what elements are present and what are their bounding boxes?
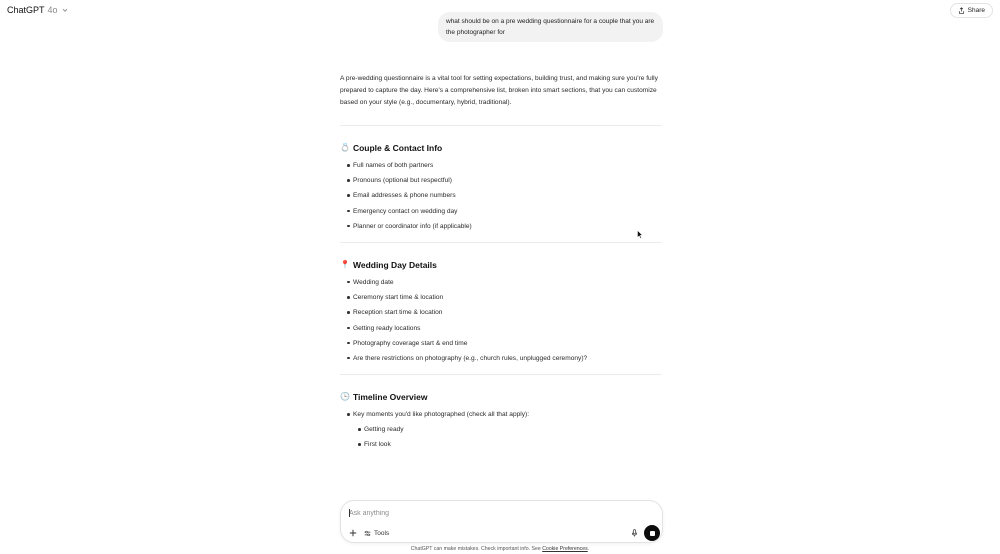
divider [340, 374, 662, 375]
disclaimer-footer [0, 546, 1000, 552]
list-item: Reception start time & location [348, 305, 662, 320]
bullet-list [340, 407, 662, 422]
stop-icon [650, 531, 655, 536]
list-item: Full names of both partners [348, 158, 662, 173]
list-item: Getting ready [359, 422, 662, 437]
ring-icon: 💍 [340, 143, 350, 152]
divider [340, 125, 662, 126]
divider [340, 242, 662, 243]
section-contact-info [340, 142, 662, 234]
sliders-icon [364, 530, 371, 537]
share-label: Share [967, 7, 985, 14]
list-item: Are there restrictions on photography (e.g., church rules, unplugged ceremony)? [348, 351, 662, 366]
share-button[interactable] [950, 3, 993, 18]
assistant-response [340, 73, 662, 453]
list-item: Emergency contact on wedding day [348, 204, 662, 219]
spacer [340, 366, 662, 374]
message-composer [340, 500, 663, 543]
app-name: ChatGPT [7, 5, 45, 15]
list-item: Photography coverage start & end time [348, 336, 662, 351]
section-title-text: Couple & Contact Info [352, 143, 443, 153]
list-item: Pronouns (optional but respectful) [348, 173, 662, 188]
plus-icon [349, 529, 357, 537]
add-attachment-button[interactable] [348, 528, 358, 538]
tools-button[interactable] [364, 527, 389, 539]
list-item: Key moments you'd like photographed (check all that apply): [348, 407, 662, 422]
section-title [340, 391, 662, 403]
dictate-button[interactable] [629, 528, 639, 538]
list-item: Getting ready locations [348, 321, 662, 336]
list-item: Ceremony start time & location [348, 290, 662, 305]
spacer [340, 234, 662, 242]
model-selector[interactable] [7, 5, 69, 15]
pin-icon: 📍 [340, 259, 350, 269]
section-wedding-day [340, 259, 662, 366]
list-item: Planner or coordinator info (if applicable) [348, 219, 662, 234]
message-input[interactable] [349, 507, 649, 519]
tools-label: Tools [374, 529, 390, 537]
list-item: First look [359, 437, 662, 452]
bullet-list [340, 158, 662, 234]
disclaimer-end: . [587, 546, 590, 552]
nested-bullet-list [340, 422, 662, 452]
section-title-text: Wedding Day Details [352, 259, 437, 270]
list-item: Wedding date [348, 275, 662, 290]
clock-icon: 🕒 [340, 392, 350, 402]
user-message-bubble: what should be on a pre wedding questionnaire for a couple that you are the photographer for [438, 12, 663, 42]
cookie-preferences-link[interactable]: Cookie Preferences [542, 546, 588, 552]
section-title-text: Timeline Overview [352, 392, 428, 403]
bullet-list [340, 275, 662, 366]
section-timeline [340, 391, 662, 453]
list-item: Email addresses & phone numbers [348, 188, 662, 203]
response-intro: A pre-wedding questionnaire is a vital tool for setting expectations, building trust, and making sure you're fully prepared to capture the day. Here's a comprehensive list, broken into smart sections, that you can customize based on your style (e.g., documentary, hybrid, traditional). [340, 75, 658, 106]
disclaimer-text: ChatGPT can make mistakes. Check important info. See [410, 546, 541, 552]
section-title [340, 142, 662, 154]
section-title [340, 259, 662, 271]
model-name: 4o [47, 5, 58, 15]
mouse-cursor-icon [637, 230, 643, 239]
stop-generating-button[interactable] [644, 525, 660, 541]
chevron-down-icon [61, 6, 69, 14]
share-icon [958, 7, 965, 14]
microphone-icon [631, 529, 638, 537]
text-caret [349, 509, 350, 517]
